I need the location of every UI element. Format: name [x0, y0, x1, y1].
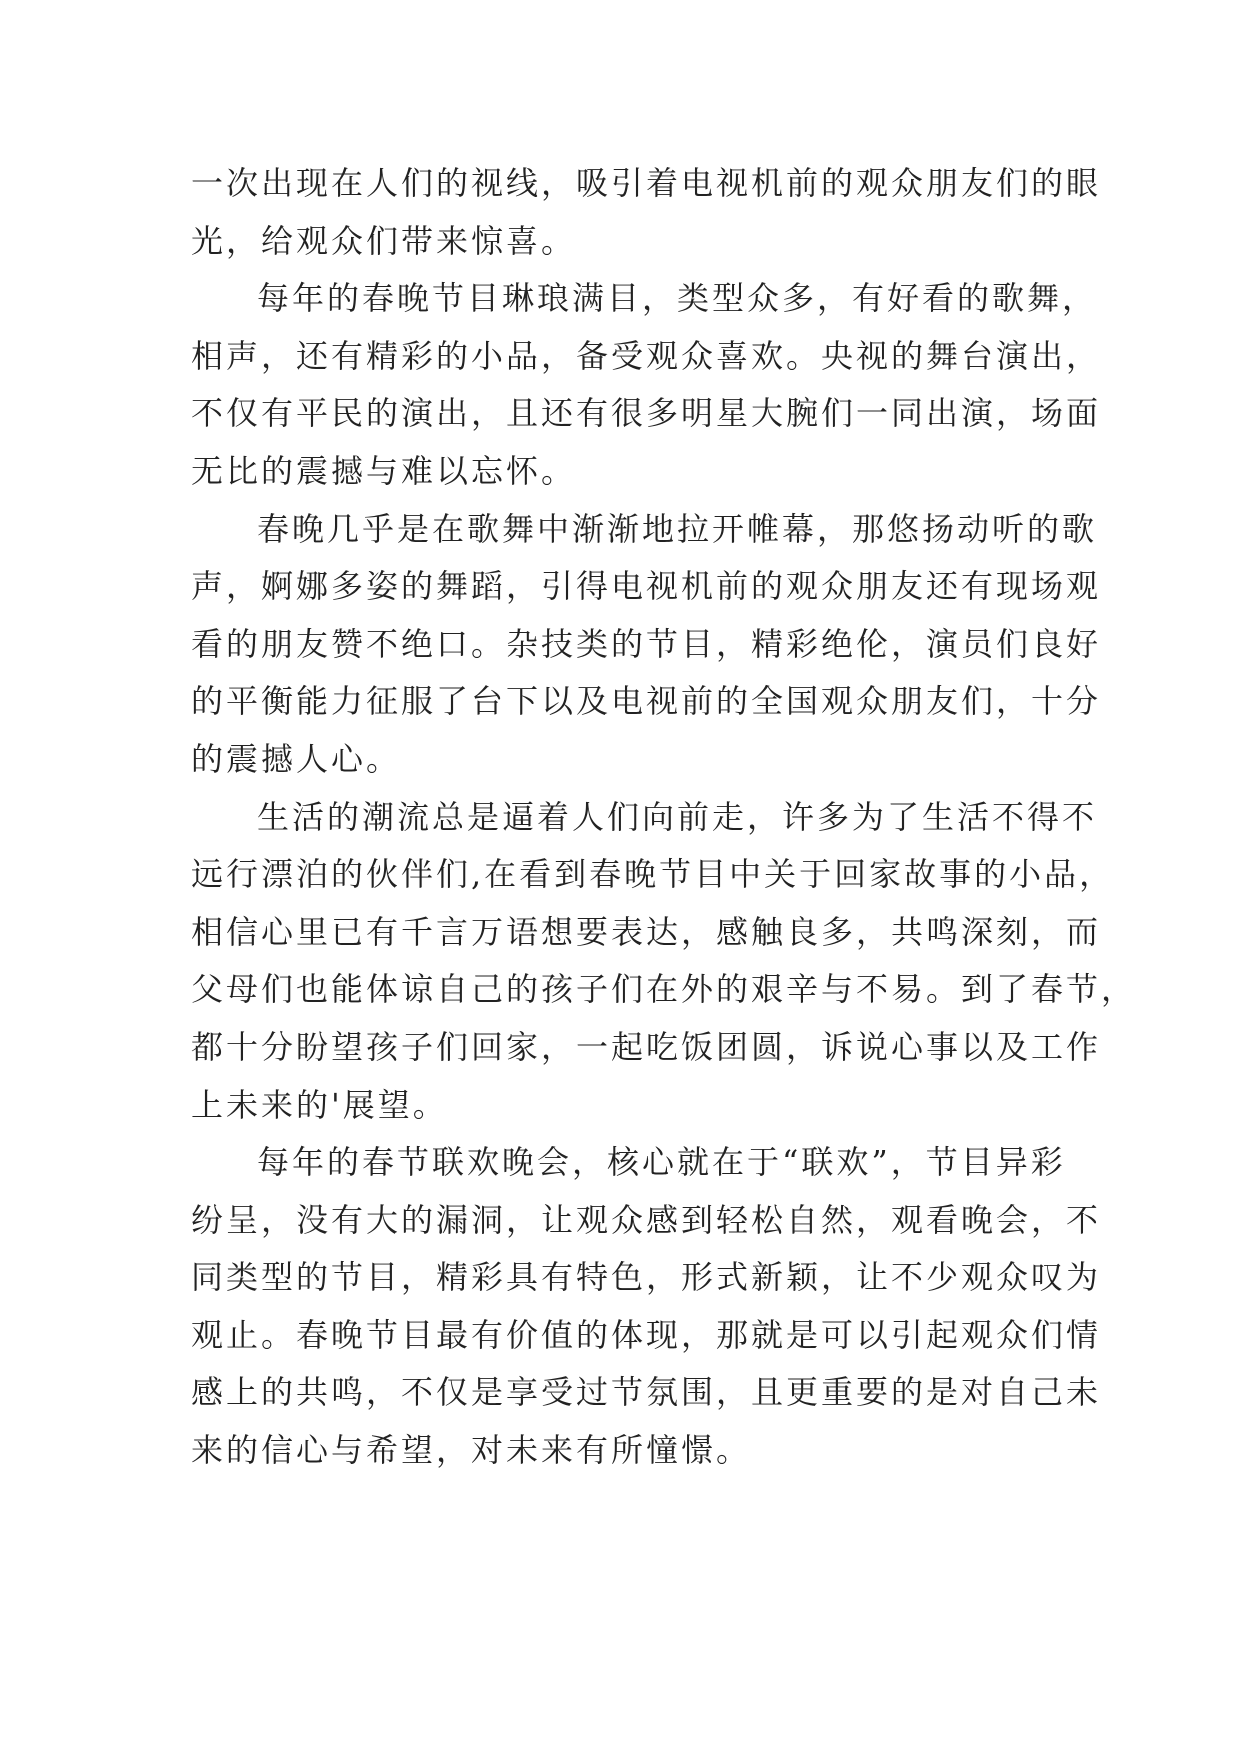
- document-body: [191, 155, 1137, 1480]
- body-line: 上未来的'展望。: [191, 1085, 448, 1124]
- body-line: 来的信心与希望，对未来有所憧憬。: [191, 1431, 752, 1470]
- body-line: 光，给观众们带来惊喜。: [191, 221, 577, 260]
- body-line: 相信心里已有千言万语想要表达，感触良多，共鸣深刻，而: [191, 912, 1102, 951]
- body-line: 一次出现在人们的视线，吸引着电视机前的观众朋友们的眼: [191, 164, 1102, 202]
- body-line: 看的朋友赞不绝口。杂技类的节目，精彩绝伦，演员们良好: [191, 624, 1102, 663]
- paragraph-first-line: 每年的春节联欢晚会，核心就在于“联欢”，节目异彩: [257, 1143, 1066, 1182]
- paragraph-first-line: 春晚几乎是在歌舞中渐渐地拉开帷幕，那悠扬动听的歌: [257, 509, 1098, 548]
- paragraph-first-line: 每年的春晚节目琳琅满目，类型众多，有好看的歌舞，: [257, 279, 1098, 318]
- body-line: 观止。春晚节目最有价值的体现，那就是可以引起观众们情: [191, 1315, 1102, 1354]
- body-line: 远行漂泊的伙伴们,在看到春晚节目中关于回家故事的小品，: [191, 855, 1115, 894]
- body-line: 声，婀娜多姿的舞蹈，引得电视机前的观众朋友还有现场观: [191, 567, 1102, 606]
- body-line: 同类型的节目，精彩具有特色，形式新颖，让不少观众叹为: [191, 1258, 1102, 1297]
- body-line: 不仅有平民的演出，且还有很多明星大腕们一同出演，场面: [191, 394, 1102, 433]
- body-line: 相声，还有精彩的小品，备受观众喜欢。央视的舞台演出，: [191, 336, 1102, 375]
- body-line: 纷呈，没有大的漏洞，让观众感到轻松自然，观看晚会，不: [191, 1200, 1102, 1239]
- body-line: 父母们也能体谅自己的孩子们在外的艰辛与不易。到了春节，: [191, 970, 1137, 1009]
- body-line: 的平衡能力征服了台下以及电视前的全国观众朋友们，十分: [191, 682, 1102, 721]
- paragraph-first-line: 生活的潮流总是逼着人们向前走，许多为了生活不得不: [257, 797, 1098, 836]
- body-line: 感上的共鸣，不仅是享受过节氛围，且更重要的是对自己未: [191, 1373, 1102, 1412]
- body-line: 无比的震撼与难以忘怀。: [191, 451, 577, 490]
- body-line: 的震撼人心。: [191, 739, 402, 778]
- body-line: 都十分盼望孩子们回家，一起吃饭团圆，诉说心事以及工作: [191, 1027, 1102, 1066]
